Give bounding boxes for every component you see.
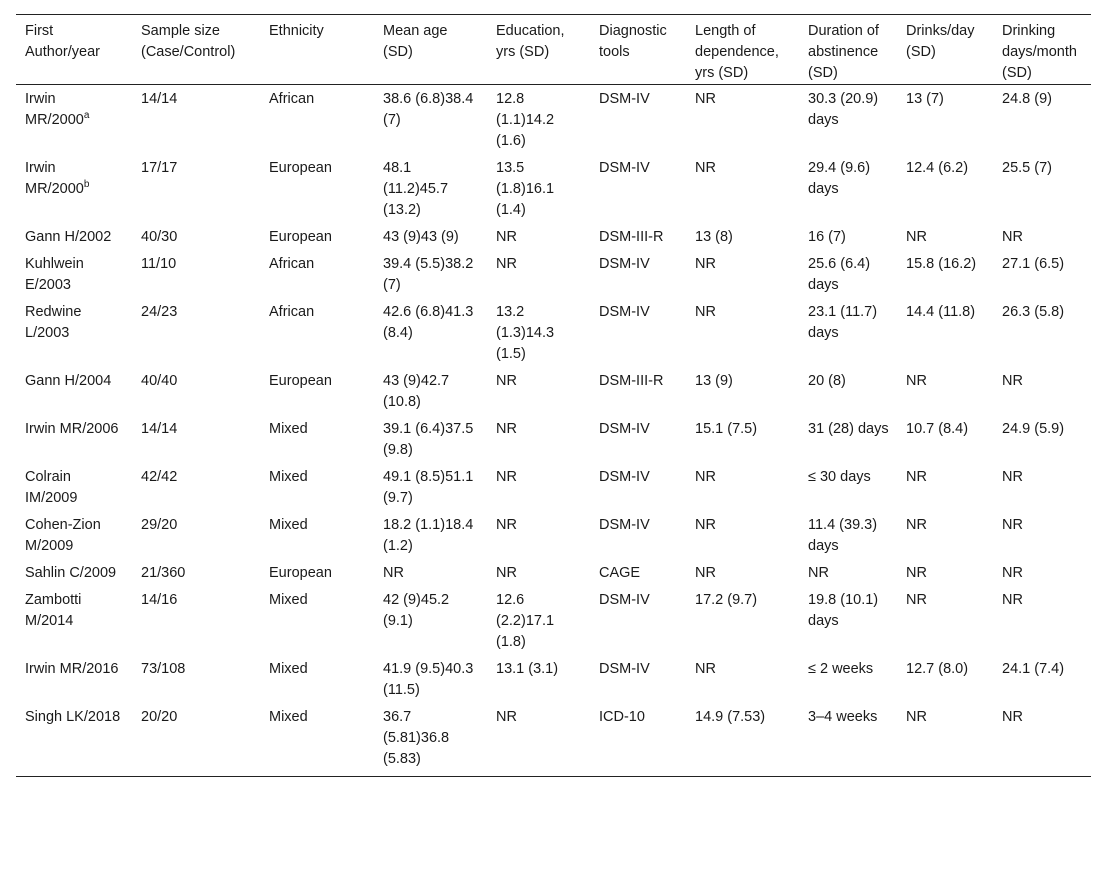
author-cell (16, 463, 132, 511)
cell-text: NR (906, 469, 927, 485)
sample-size-cell (132, 511, 260, 559)
drinking-days-cell (993, 655, 1091, 703)
sample-size-cell (132, 85, 260, 155)
cell-text: NR (1002, 565, 1023, 581)
cell-text: DSM-IV (599, 469, 650, 485)
cell-text: NR (906, 592, 927, 608)
cell-text: NR (496, 469, 517, 485)
column-header: Diagnostic tools (590, 15, 686, 85)
table-row (16, 298, 1091, 367)
cell-text: Singh LK/2018 (25, 709, 121, 725)
cell-text: 23.1 (11.7) days (808, 304, 878, 341)
diagnostic-tools-cell (590, 154, 686, 223)
ethnicity-cell (260, 655, 374, 703)
cell-text: 42/42 (141, 469, 178, 485)
cell-text: NR (1002, 592, 1023, 608)
mean-age-cell (374, 298, 487, 367)
education-cell (487, 511, 590, 559)
cell-text: NR (695, 91, 716, 107)
education-cell (487, 298, 590, 367)
cell-text: DSM-IV (599, 421, 650, 437)
abstinence-duration-cell (799, 250, 897, 298)
ethnicity-cell (260, 415, 374, 463)
cell-text: NR (496, 517, 517, 533)
ethnicity-cell (260, 511, 374, 559)
cell-text: 12.8 (1.1)14.2 (1.6) (496, 91, 555, 149)
dependence-length-cell (686, 367, 799, 415)
author-cell (16, 154, 132, 223)
drinks-per-day-cell (897, 559, 993, 586)
cell-text: 13 (8) (695, 229, 733, 245)
drinking-days-cell (993, 250, 1091, 298)
diagnostic-tools-cell (590, 250, 686, 298)
ethnicity-cell (260, 85, 374, 155)
cell-text: NR (1002, 709, 1023, 725)
cell-text: 20/20 (141, 709, 178, 725)
dependence-length-cell (686, 250, 799, 298)
cell-text: 17.2 (9.7) (695, 592, 758, 608)
cell-text: 18.2 (1.1)18.4 (1.2) (383, 517, 474, 554)
cell-text: Sahlin C/2009 (25, 565, 117, 581)
abstinence-duration-cell (799, 154, 897, 223)
cell-text: DSM-IV (599, 661, 650, 677)
cell-text: 36.7 (5.81)36.8 (5.83) (383, 709, 450, 767)
cell-text: Zambotti M/2014 (25, 592, 82, 629)
cell-text: 39.1 (6.4)37.5 (9.8) (383, 421, 474, 458)
cell-text: European (269, 160, 332, 176)
drinking-days-cell (993, 367, 1091, 415)
diagnostic-tools-cell (590, 85, 686, 155)
abstinence-duration-cell (799, 655, 897, 703)
cell-text: Mixed (269, 709, 308, 725)
author-cell (16, 223, 132, 250)
cell-text: Irwin MR/2000 (25, 160, 84, 197)
education-cell (487, 415, 590, 463)
education-cell (487, 559, 590, 586)
mean-age-cell (374, 154, 487, 223)
cell-text: NR (695, 304, 716, 320)
cell-text: Redwine L/2003 (25, 304, 82, 341)
cell-text: 13 (7) (906, 91, 944, 107)
column-header: Education, yrs (SD) (487, 15, 590, 85)
ethnicity-cell (260, 298, 374, 367)
sample-size-cell (132, 463, 260, 511)
column-header: Duration of abstinence (SD) (799, 15, 897, 85)
mean-age-cell (374, 463, 487, 511)
author-cell (16, 298, 132, 367)
author-cell (16, 250, 132, 298)
cell-text: NR (695, 256, 716, 272)
cell-text: 24.1 (7.4) (1002, 661, 1065, 677)
table-row (16, 703, 1091, 777)
education-cell (487, 586, 590, 655)
drinks-per-day-cell (897, 415, 993, 463)
cell-text: CAGE (599, 565, 641, 581)
ethnicity-cell (260, 559, 374, 586)
cell-text: 26.3 (5.8) (1002, 304, 1065, 320)
table-row (16, 463, 1091, 511)
abstinence-duration-cell (799, 85, 897, 155)
column-header: Length of dependence, yrs (SD) (686, 15, 799, 85)
diagnostic-tools-cell (590, 655, 686, 703)
cell-text: ICD-10 (599, 709, 645, 725)
author-cell (16, 586, 132, 655)
abstinence-duration-cell (799, 586, 897, 655)
drinking-days-cell (993, 586, 1091, 655)
education-cell (487, 250, 590, 298)
sample-size-cell (132, 223, 260, 250)
drinks-per-day-cell (897, 85, 993, 155)
cell-text: 10.7 (8.4) (906, 421, 969, 437)
sample-size-cell (132, 415, 260, 463)
drinks-per-day-cell (897, 463, 993, 511)
mean-age-cell (374, 703, 487, 777)
dependence-length-cell (686, 154, 799, 223)
cell-text: 13.2 (1.3)14.3 (1.5) (496, 304, 555, 362)
cell-text: 14/16 (141, 592, 178, 608)
cell-text: European (269, 229, 332, 245)
cell-text: 14/14 (141, 91, 178, 107)
cell-text: NR (906, 373, 927, 389)
cell-text: DSM-III-R (599, 373, 664, 389)
drinking-days-cell (993, 85, 1091, 155)
cell-text: NR (496, 709, 517, 725)
diagnostic-tools-cell (590, 703, 686, 777)
ethnicity-cell (260, 154, 374, 223)
author-cell (16, 415, 132, 463)
cell-text: NR (496, 229, 517, 245)
cell-text: NR (1002, 229, 1023, 245)
cell-text: 12.4 (6.2) (906, 160, 969, 176)
education-cell (487, 655, 590, 703)
mean-age-cell (374, 586, 487, 655)
column-header: First Author/year (16, 15, 132, 85)
diagnostic-tools-cell (590, 367, 686, 415)
ethnicity-cell (260, 586, 374, 655)
abstinence-duration-cell (799, 298, 897, 367)
mean-age-cell (374, 655, 487, 703)
table-body (16, 85, 1091, 777)
dependence-length-cell (686, 463, 799, 511)
cell-text: 19.8 (10.1) days (808, 592, 879, 629)
column-header: Drinks/day (SD) (897, 15, 993, 85)
diagnostic-tools-cell (590, 559, 686, 586)
drinking-days-cell (993, 154, 1091, 223)
sample-size-cell (132, 154, 260, 223)
cell-text: Colrain IM/2009 (25, 469, 78, 506)
drinks-per-day-cell (897, 298, 993, 367)
cell-text: 48.1 (11.2)45.7 (13.2) (383, 160, 449, 218)
cell-text: 14/14 (141, 421, 178, 437)
cell-text: Irwin MR/2016 (25, 661, 119, 677)
mean-age-cell (374, 367, 487, 415)
cell-text: 12.6 (2.2)17.1 (1.8) (496, 592, 555, 650)
mean-age-cell (374, 85, 487, 155)
study-characteristics-table (16, 14, 1091, 777)
table-row (16, 250, 1091, 298)
sample-size-cell (132, 655, 260, 703)
education-cell (487, 154, 590, 223)
cell-text: DSM-IV (599, 517, 650, 533)
cell-text: NR (906, 709, 927, 725)
sample-size-cell (132, 586, 260, 655)
footnote-marker: a (83, 110, 90, 122)
drinks-per-day-cell (897, 511, 993, 559)
author-cell (16, 85, 132, 155)
cell-text: 11.4 (39.3) days (808, 517, 878, 554)
education-cell (487, 703, 590, 777)
dependence-length-cell (686, 223, 799, 250)
cell-text: 42.6 (6.8)41.3 (8.4) (383, 304, 474, 341)
diagnostic-tools-cell (590, 511, 686, 559)
cell-text: NR (695, 469, 716, 485)
mean-age-cell (374, 223, 487, 250)
cell-text: NR (496, 421, 517, 437)
dependence-length-cell (686, 586, 799, 655)
abstinence-duration-cell (799, 367, 897, 415)
author-cell (16, 367, 132, 415)
dependence-length-cell (686, 85, 799, 155)
column-header: Drinking days/month (SD) (993, 15, 1091, 85)
diagnostic-tools-cell (590, 463, 686, 511)
drinks-per-day-cell (897, 367, 993, 415)
mean-age-cell (374, 250, 487, 298)
ethnicity-cell (260, 250, 374, 298)
mean-age-cell (374, 511, 487, 559)
cell-text: 13.1 (3.1) (496, 661, 559, 677)
sample-size-cell (132, 559, 260, 586)
cell-text: 3–4 weeks (808, 709, 878, 725)
cell-text: 29/20 (141, 517, 178, 533)
abstinence-duration-cell (799, 703, 897, 777)
cell-text: 40/30 (141, 229, 178, 245)
abstinence-duration-cell (799, 415, 897, 463)
abstinence-duration-cell (799, 223, 897, 250)
cell-text: 20 (8) (808, 373, 846, 389)
mean-age-cell (374, 559, 487, 586)
cell-text: 49.1 (8.5)51.1 (9.7) (383, 469, 474, 506)
sample-size-cell (132, 703, 260, 777)
diagnostic-tools-cell (590, 298, 686, 367)
cell-text: 13 (9) (695, 373, 733, 389)
sample-size-cell (132, 367, 260, 415)
header-row (16, 15, 1091, 85)
table-row (16, 655, 1091, 703)
cell-text: European (269, 373, 332, 389)
cell-text: 30.3 (20.9) days (808, 91, 879, 128)
cell-text: African (269, 304, 315, 320)
cell-text: 24/23 (141, 304, 178, 320)
cell-text: Irwin MR/2000 (25, 91, 84, 128)
cell-text: 13.5 (1.8)16.1 (1.4) (496, 160, 555, 218)
dependence-length-cell (686, 655, 799, 703)
cell-text: DSM-IV (599, 91, 650, 107)
drinks-per-day-cell (897, 586, 993, 655)
education-cell (487, 367, 590, 415)
ethnicity-cell (260, 463, 374, 511)
ethnicity-cell (260, 703, 374, 777)
cell-text: 39.4 (5.5)38.2 (7) (383, 256, 474, 293)
drinking-days-cell (993, 559, 1091, 586)
cell-text: 25.5 (7) (1002, 160, 1052, 176)
drinking-days-cell (993, 415, 1091, 463)
table-row (16, 154, 1091, 223)
cell-text: Cohen-Zion M/2009 (25, 517, 101, 554)
cell-text: NR (383, 565, 404, 581)
drinking-days-cell (993, 511, 1091, 559)
column-header: Sample size (Case/Control) (132, 15, 260, 85)
cell-text: 14.9 (7.53) (695, 709, 766, 725)
cell-text: NR (906, 565, 927, 581)
cell-text: 16 (7) (808, 229, 846, 245)
dependence-length-cell (686, 703, 799, 777)
cell-text: 25.6 (6.4) days (808, 256, 871, 293)
ethnicity-cell (260, 223, 374, 250)
cell-text: DSM-IV (599, 160, 650, 176)
education-cell (487, 223, 590, 250)
cell-text: Mixed (269, 517, 308, 533)
education-cell (487, 463, 590, 511)
table-row (16, 85, 1091, 155)
table-row (16, 223, 1091, 250)
drinking-days-cell (993, 703, 1091, 777)
table-row (16, 367, 1091, 415)
author-cell (16, 655, 132, 703)
cell-text: NR (1002, 469, 1023, 485)
drinks-per-day-cell (897, 703, 993, 777)
cell-text: 41.9 (9.5)40.3 (11.5) (383, 661, 474, 698)
drinks-per-day-cell (897, 655, 993, 703)
cell-text: Mixed (269, 661, 308, 677)
cell-text: 21/360 (141, 565, 186, 581)
table-row (16, 415, 1091, 463)
table-row (16, 511, 1091, 559)
cell-text: NR (1002, 517, 1023, 533)
cell-text: 17/17 (141, 160, 178, 176)
cell-text: 31 (28) days (808, 421, 889, 437)
cell-text: NR (496, 256, 517, 272)
cell-text: 73/108 (141, 661, 186, 677)
drinking-days-cell (993, 463, 1091, 511)
cell-text: NR (695, 160, 716, 176)
cell-text: African (269, 91, 315, 107)
ethnicity-cell (260, 367, 374, 415)
drinks-per-day-cell (897, 223, 993, 250)
cell-text: Gann H/2002 (25, 229, 112, 245)
cell-text: 15.1 (7.5) (695, 421, 758, 437)
drinking-days-cell (993, 298, 1091, 367)
cell-text: 38.6 (6.8)38.4 (7) (383, 91, 474, 128)
cell-text: 40/40 (141, 373, 178, 389)
sample-size-cell (132, 250, 260, 298)
diagnostic-tools-cell (590, 415, 686, 463)
author-cell (16, 511, 132, 559)
abstinence-duration-cell (799, 463, 897, 511)
cell-text: Mixed (269, 592, 308, 608)
cell-text: 42 (9)45.2 (9.1) (383, 592, 450, 629)
cell-text: 24.9 (5.9) (1002, 421, 1065, 437)
cell-text: ≤ 30 days (808, 469, 871, 485)
cell-text: NR (695, 565, 716, 581)
cell-text: NR (808, 565, 829, 581)
dependence-length-cell (686, 511, 799, 559)
abstinence-duration-cell (799, 511, 897, 559)
cell-text: Kuhlwein E/2003 (25, 256, 84, 293)
cell-text: NR (496, 565, 517, 581)
column-header: Ethnicity (260, 15, 374, 85)
cell-text: NR (695, 661, 716, 677)
drinking-days-cell (993, 223, 1091, 250)
drinks-per-day-cell (897, 250, 993, 298)
cell-text: NR (496, 373, 517, 389)
footnote-marker: b (83, 179, 90, 191)
cell-text: 27.1 (6.5) (1002, 256, 1065, 272)
cell-text: Irwin MR/2006 (25, 421, 119, 437)
diagnostic-tools-cell (590, 586, 686, 655)
cell-text: DSM-IV (599, 592, 650, 608)
cell-text: 43 (9)42.7 (10.8) (383, 373, 450, 410)
cell-text: NR (906, 517, 927, 533)
cell-text: Gann H/2004 (25, 373, 112, 389)
cell-text: DSM-IV (599, 304, 650, 320)
sample-size-cell (132, 298, 260, 367)
mean-age-cell (374, 415, 487, 463)
column-header: Mean age (SD) (374, 15, 487, 85)
table-header (16, 15, 1091, 85)
cell-text: NR (695, 517, 716, 533)
cell-text: DSM-III-R (599, 229, 664, 245)
cell-text: Mixed (269, 421, 308, 437)
cell-text: DSM-IV (599, 256, 650, 272)
cell-text: African (269, 256, 315, 272)
author-cell (16, 703, 132, 777)
cell-text: 14.4 (11.8) (906, 304, 976, 320)
diagnostic-tools-cell (590, 223, 686, 250)
cell-text: NR (906, 229, 927, 245)
cell-text: NR (1002, 373, 1023, 389)
abstinence-duration-cell (799, 559, 897, 586)
cell-text: 43 (9)43 (9) (383, 229, 459, 245)
cell-text: 24.8 (9) (1002, 91, 1052, 107)
cell-text: 29.4 (9.6) days (808, 160, 871, 197)
cell-text: 11/10 (141, 256, 177, 272)
dependence-length-cell (686, 415, 799, 463)
author-cell (16, 559, 132, 586)
drinks-per-day-cell (897, 154, 993, 223)
cell-text: ≤ 2 weeks (808, 661, 874, 677)
table-row (16, 586, 1091, 655)
cell-text: 15.8 (16.2) (906, 256, 977, 272)
cell-text: 12.7 (8.0) (906, 661, 969, 677)
table-row (16, 559, 1091, 586)
education-cell (487, 85, 590, 155)
cell-text: European (269, 565, 332, 581)
dependence-length-cell (686, 298, 799, 367)
cell-text: Mixed (269, 469, 308, 485)
dependence-length-cell (686, 559, 799, 586)
